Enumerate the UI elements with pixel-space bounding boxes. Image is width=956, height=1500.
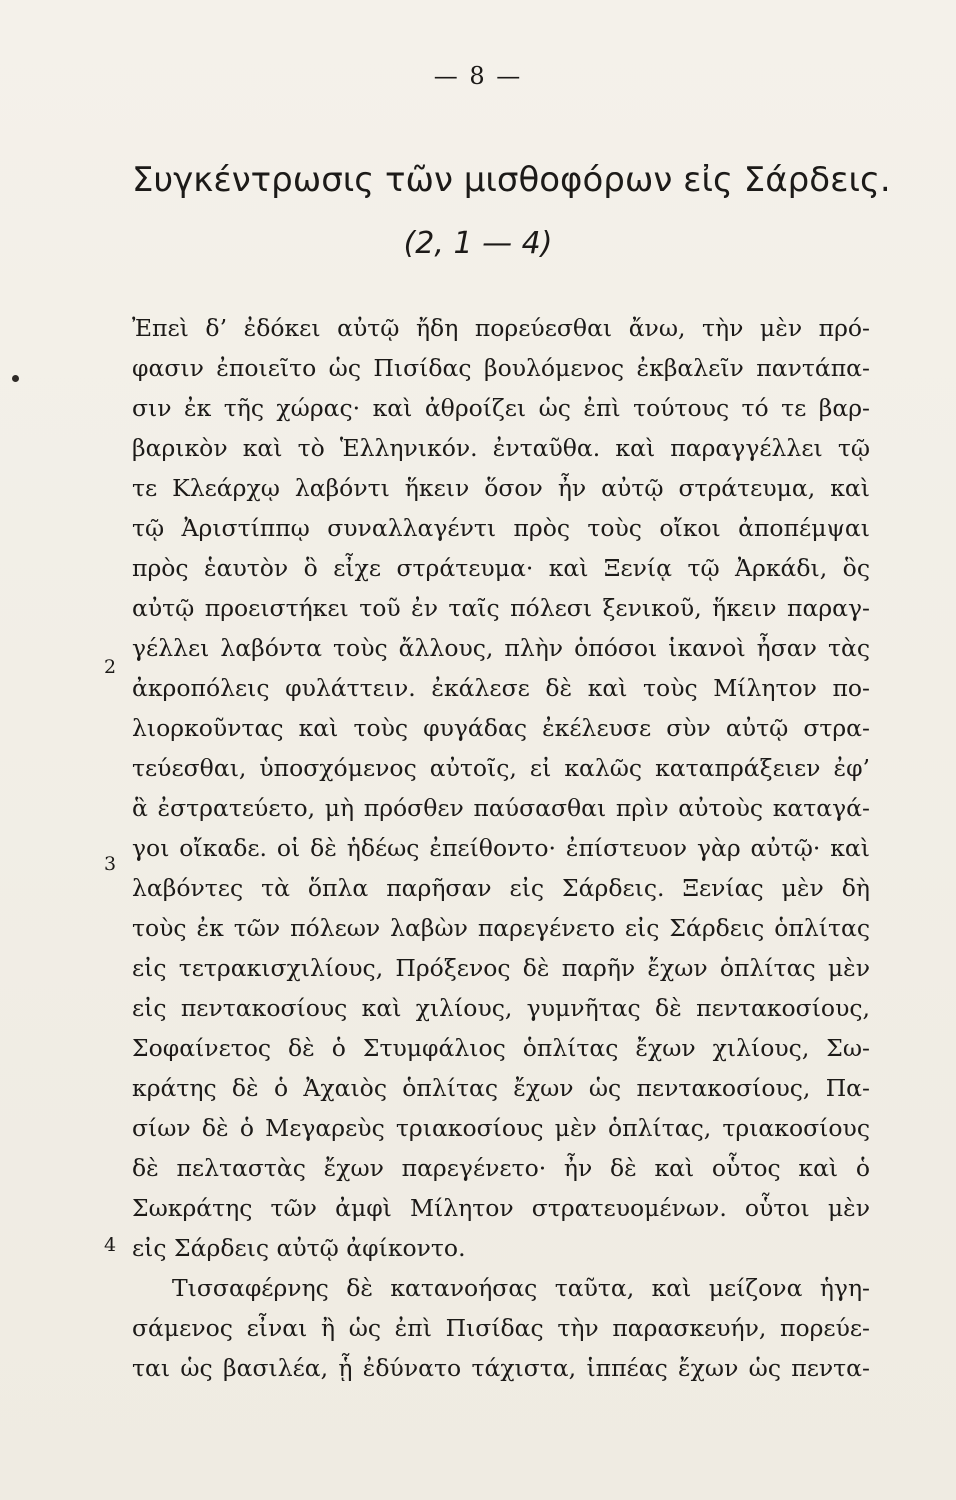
page-number: — 8 — xyxy=(433,62,523,90)
text-line: λαβόντες τὰ ὅπλα παρῆσαν εἰς Σάρδεις. Ξενίας μὲν δὴ xyxy=(132,874,870,902)
text-line: τεύεσθαι, ὑποσχόμενος αὐτοῖς, εἰ καλῶς καταπράξειεν ἐφ’ xyxy=(132,754,870,782)
text-line: Τισσαφέρνης δὲ κατανοήσας ταῦτα, καὶ μείζονα ἡγη- xyxy=(172,1274,870,1302)
text-line: γοι οἴκαδε. οἱ δὲ ἡδέως ἐπείθοντο· ἐπίστευον γὰρ αὐτῷ· καὶ xyxy=(132,834,870,862)
chapter-reference: (2, 1 — 4) xyxy=(403,226,553,261)
margin-dot xyxy=(12,375,19,382)
section-number-4: 4 xyxy=(104,1234,117,1256)
section-number-2: 2 xyxy=(104,656,117,678)
text-line: εἰς πεντακοσίους καὶ χιλίους, γυμνῆτας δὲ πεντακοσίους, xyxy=(132,994,870,1022)
text-line: δὲ πελταστὰς ἔχων παρεγένετο· ἦν δὲ καὶ οὗτος καὶ ὁ xyxy=(132,1154,870,1182)
text-line: λιορκοῦντας καὶ τοὺς φυγάδας ἐκέλευσε σὺν αὐτῷ στρα- xyxy=(132,714,870,742)
text-line: βαρικὸν καὶ τὸ Ἑλληνικόν. ἐνταῦθα. καὶ παραγγέλλει τῷ xyxy=(132,434,870,462)
text-line: ἃ ἐστρατεύετο, μὴ πρόσθεν παύσασθαι πρὶν αὐτοὺς καταγά- xyxy=(132,794,870,822)
text-line: γέλλει λαβόντα τοὺς ἄλλους, πλὴν ὁπόσοι ἱκανοὶ ἦσαν τὰς xyxy=(132,634,870,662)
text-line: Σοφαίνετος δὲ ὁ Στυμφάλιος ὁπλίτας ἔχων χιλίους, Σω- xyxy=(132,1034,870,1062)
text-line: τοὺς ἐκ τῶν πόλεων λαβὼν παρεγένετο εἰς Σάρδεις ὁπλίτας xyxy=(132,914,870,942)
text-line: αὐτῷ προειστήκει τοῦ ἐν ταῖς πόλεσι ξενικοῦ, ἥκειν παραγ- xyxy=(132,594,870,622)
chapter-heading: Συγκέντρωσις τῶν μισθοφόρων εἰς Σάρδεις. xyxy=(132,160,891,200)
text-line: εἰς τετρακισχιλίους, Πρόξενος δὲ παρῆν ἔχων ὁπλίτας μὲν xyxy=(132,954,870,982)
text-line: τῷ Ἀριστίππῳ συναλλαγέντι πρὸς τοὺς οἴκοι ἀποπέμψαι xyxy=(132,514,870,542)
text-line: φασιν ἐποιεῖτο ὡς Πισίδας βουλόμενος ἐκβαλεῖν παντάπα- xyxy=(132,354,870,382)
text-line: ται ὡς βασιλέα, ᾗ ἐδύνατο τάχιστα, ἱππέας ἔχων ὡς πεντα- xyxy=(132,1354,870,1382)
text-line: Σωκράτης τῶν ἀμφὶ Μίλητον στρατευομένων. οὗτοι μὲν xyxy=(132,1194,870,1222)
text-line: εἰς Σάρδεις αὐτῷ ἀφίκοντο. xyxy=(132,1234,466,1262)
text-line: τε Κλεάρχῳ λαβόντι ἥκειν ὅσον ἦν αὐτῷ στράτευμα, καὶ xyxy=(132,474,870,502)
text-line: σίων δὲ ὁ Μεγαρεὺς τριακοσίους μὲν ὁπλίτας, τριακοσίους xyxy=(132,1114,870,1142)
text-line: σιν ἐκ τῆς χώρας· καὶ ἀθροίζει ὡς ἐπὶ τούτους τό τε βαρ- xyxy=(132,394,870,422)
text-line: ἀκροπόλεις φυλάττειν. ἐκάλεσε δὲ καὶ τοὺς Μίλητον πο- xyxy=(132,674,870,702)
text-line: κράτης δὲ ὁ Ἀχαιὸς ὁπλίτας ἔχων ὡς πεντακοσίους, Πα- xyxy=(132,1074,870,1102)
text-line: σάμενος εἶναι ἢ ὡς ἐπὶ Πισίδας τὴν παρασκευήν, πορεύε- xyxy=(132,1314,870,1342)
text-line: πρὸς ἑαυτὸν ὃ εἶχε στράτευμα· καὶ Ξενίᾳ τῷ Ἀρκάδι, ὃς xyxy=(132,554,870,582)
section-number-3: 3 xyxy=(104,853,117,875)
text-line: Ἐπεὶ δ’ ἐδόκει αὐτῷ ἤδη πορεύεσθαι ἄνω, τὴν μὲν πρό- xyxy=(132,314,870,342)
